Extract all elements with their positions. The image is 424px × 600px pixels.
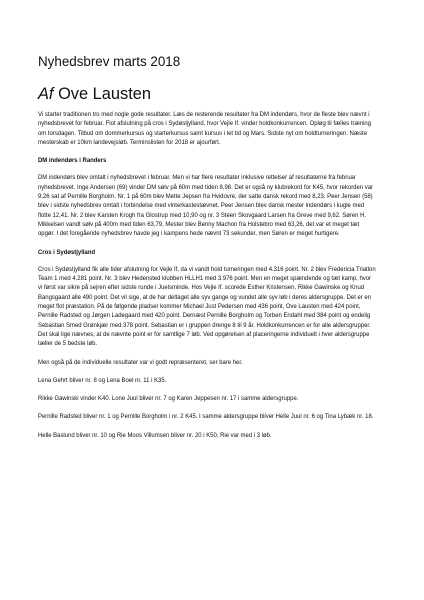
result-item: Rikke Gawinski vinder K40. Lone Juul bliver nr. 7 og Karen Jeppesen nr. 17 i samme aldersgruppe. — [38, 396, 299, 403]
section-heading-dm-indendoers: DM indendørs i Randers — [38, 158, 107, 165]
section-body-cros: Cros i Sydøstjylland fik alle tider afslutning for Vejle If, da vi vandt hold turneringen med 4.316 point. Nr. 2 blev Fredericia Triatlon Team 1 med 4.281 point. Nr. 3 blev Hedensted klubben HLLH1 med 3.976 point. Men en meget spændende og tæt kamp, hvor vi først var sikre på sejren efter sidste runde i Juelsminde. Hos Vejle If. scorede Esther Kristensen, Rikke Gawinske og Knud Bangsgaard alle 490 point. Det vil sige, at de har deltaget alle syv gange og vundet alle syv løb i deres aldersgruppe. Det er en meget flot præstation. På de følgende pladser kommer Michael Just Pedersen med 436 point, Ove Lausten med 424 point, Pernille Radsted og Jørgen Ladegaard med 420 point. Dernæst Pernille Borgholm og Torben Endahl med 384 point og endelig Sebastian Smed Grønkjær med 378 point. Sebastian er i gruppen drenge 8 til 9 år. Holdkonkurrencen er for alle aldersgrupper. Det skal lige nævnes, at de nævnte point er for samtlige 7 løb. Ved opgørelsen af placeringerne individuelt i hver aldersgruppe tæller de 5 bedste løb. — [38, 266, 376, 348]
result-item: Lena Gehrt bliver nr. 8 og Lena Boel nr. 11 i K35. — [38, 377, 167, 384]
author-name: Ove Lausten — [58, 85, 152, 103]
author-line — [38, 84, 376, 104]
newsletter-title: Nyhedsbrev marts 2018 — [38, 54, 181, 69]
intro-paragraph: Vi starter traditionen tro med nogle gode resultater. Læs de resterende resultater fra DM indendørs, hvor de fleste blev nævnt i nyhedsbrevet for februar. Flot afslutning på cros i Sydøstjylland, hvor Vejle If. vinder holdkonkurrencen. Opløg til fælles træning om torsdagen. Tilbud om dommerkursus og starterkursus samt kursus i let tid og Mars. Sidste nyt om holdturneringen. Næste mesterskab er 10km landevejsløb. Terminslisten for 2018 er ajourført. — [38, 112, 371, 146]
section-body-dm-indendoers: DM indendørs blev omtalt i nyhedsbrevet i februar. Men vi har flere resultater inklusive rettelser af resultaterne fra februar nyhedsbrevet. Inge Andersen (69) vinder DM sølv på 60m med tiden 8,98. Det er også ny klubrekord for K45, hvor rekorden var 9,26 sat af Pernille Borgholm. Nr. 1 på 60m blev Mette Jepsen fra Hvidovre, der satte dansk rekord med 8,23. Peer Jensen (58) blev i sidste nyhedsbrev omtalt i forbindelse med vinterkastestævnet. Peer Jensen blev dansk mester indendørs i kugle med flotte 12,41. Nr. 2 blev Karsten Krogh fra Glostrup med 10,90 og nr. 3 Steen Skovgaard Larsen fra Greve med 9,62. Søren H. Mikkelsen vandt sølv på 400m med tiden 63,79, Mester blev Benny Machon fra Holstebro med 63,26, det var et meget tæt opgør. I det foregående nyhedsbrev havde jeg i kampens hede nævnt 73 sekunder, men Søren er meget hurtigere. — [38, 175, 373, 238]
result-item: Helle Baslund bliver nr. 10 og Rie Moos Villumsen bliver nr. 20 i K50. Rie var med i 3 løb. — [38, 432, 272, 439]
results-intro: Men også på de individuelle resultater var vi godt repræsenteret, ser bare her. — [38, 359, 243, 366]
section-heading-cros: Cros i Sydøstjylland — [38, 249, 96, 256]
result-item: Pernille Radsted bliver nr. 1 og Pernille Borgholm i nr. 2 K45. I samme aldersgruppe bliver Helle Juul nr. 6 og Tina Lybæk nr. 18. — [38, 414, 374, 421]
author-prefix: Af — [38, 85, 54, 103]
